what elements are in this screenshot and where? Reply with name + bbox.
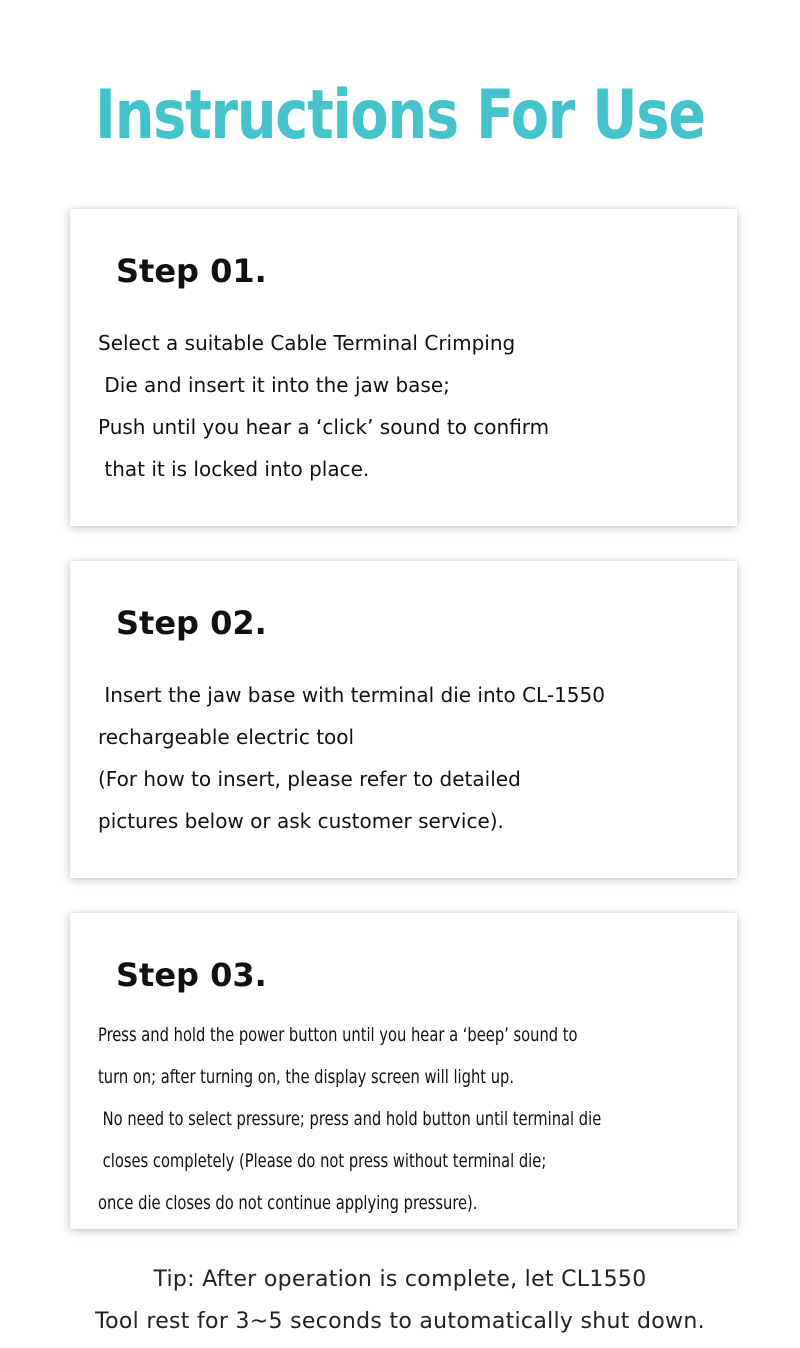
step-card-02 bbox=[70, 561, 737, 878]
step-text-line: closes completely (Please do not press without terminal die; bbox=[98, 1150, 547, 1172]
step-text-line: rechargeable electric tool bbox=[98, 725, 355, 749]
tip-line: Tip: After operation is complete, let CL1550 bbox=[153, 1267, 647, 1292]
step-text-line: (For how to insert, please refer to detailed bbox=[98, 767, 521, 791]
step-description bbox=[98, 1014, 748, 1224]
step-text-line: Press and hold the power button until you hear a ‘beep’ sound to bbox=[98, 1024, 578, 1046]
step-text-line: pictures below or ask customer service). bbox=[98, 809, 504, 833]
step-card-01 bbox=[70, 209, 737, 526]
step-title: Step 03. bbox=[116, 956, 267, 994]
step-text-line: that it is locked into place. bbox=[98, 457, 370, 481]
step-description bbox=[98, 322, 728, 490]
step-description bbox=[98, 674, 728, 842]
step-text-line: Push until you hear a ‘click’ sound to confirm bbox=[98, 415, 550, 439]
page-title: Instructions For Use bbox=[95, 76, 705, 155]
step-text-line: Die and insert it into the jaw base; bbox=[98, 373, 450, 397]
step-text-line: No need to select pressure; press and hold button until terminal die bbox=[98, 1108, 602, 1130]
tip-line: Tool rest for 3~5 seconds to automatically shut down. bbox=[95, 1309, 705, 1334]
step-text-line: once die closes do not continue applying pressure). bbox=[98, 1192, 478, 1214]
step-card-03 bbox=[70, 913, 737, 1229]
step-text-line: turn on; after turning on, the display screen will light up. bbox=[98, 1066, 515, 1088]
step-text-line: Select a suitable Cable Terminal Crimping bbox=[98, 331, 516, 355]
step-title: Step 02. bbox=[116, 604, 267, 642]
step-title: Step 01. bbox=[116, 252, 267, 290]
tip-note bbox=[0, 1259, 800, 1343]
step-text-line: Insert the jaw base with terminal die into CL-1550 bbox=[98, 683, 605, 707]
